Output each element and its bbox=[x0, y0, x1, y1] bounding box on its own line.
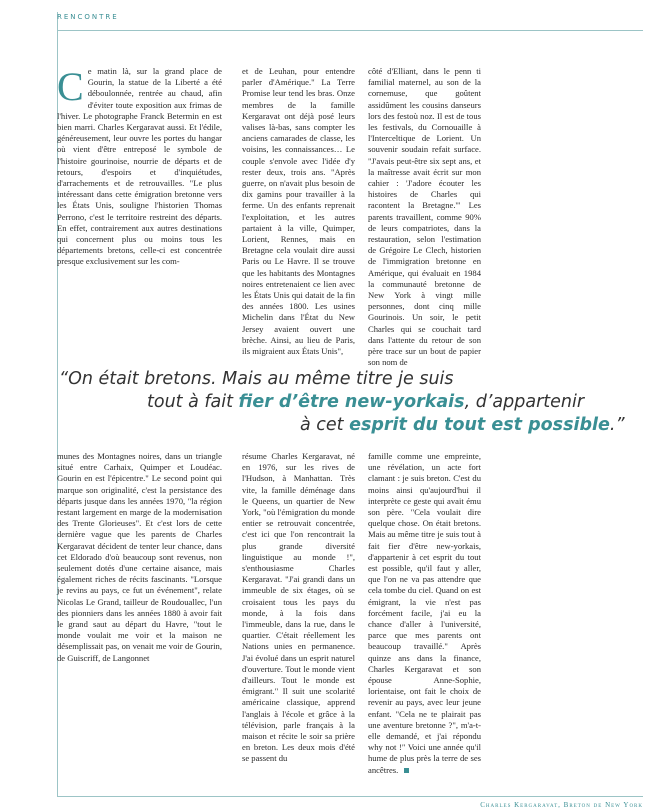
pull-quote-text: , d’appartenir bbox=[464, 392, 585, 412]
drop-cap: C bbox=[57, 64, 84, 109]
pull-quote-text: “On était bretons. Mais au même titre je suis bbox=[59, 369, 454, 389]
pull-quote-text: à cet bbox=[300, 415, 350, 435]
pull-quote-line-3 bbox=[57, 414, 643, 437]
header-rule bbox=[57, 30, 643, 31]
column-5-text: résume Charles Kergaravat, né en 1976, sur les rives de l'Hudson, à Manhattan. Très vite, la famille déménage dans le Queens, un quartier de New York, "où l'émigration du monde entier se retrouvait concentrée, c'est ici que l'on rencontrait la plus grande diversité linguistique au monde !", s'enthousiasme Charles Kergaravat. "J'ai grandi dans un immeuble de six étages, où se croisaient tous les pays du monde, à la fois dans l'immeuble, dans la rue, dans le quartier. C'était réellement les Nations unies en permanence. J'ai évolué dans un esprit naturel d'ouverture. Tout le monde vient d'ailleurs. Tout le monde est émigrant." Il suit une scolarité américaine classique, apprend l'anglais à l'école et grâce à la télévision, parle français à la maison et récite le soir sa prière en breton. Les deux mois d'été se passent du bbox=[242, 451, 355, 764]
pull-quote bbox=[57, 368, 643, 437]
column-1-text: e matin là, sur la grand place de Gourin, la statue de la Liberté a été déboulonnée, rentrée au chaud, afin d'éviter toute exposition aux frimas de l'hiver. Le photographe Franck Betermin en est bien marri. Charles Kergaravat aussi. Et l'édile, généreusement, leur ouvre les portes du hangar où vient d'être entreposé le symbole de l'histoire gourinoise, nourrie de départs et de retours, d'espoirs et d'inquiétudes, d'arrachements et de retrouvailles. "Le plus intéressant dans cette émigration bretonne vers les États Unis, souligne l'historien Thomas Perrono, c'est le territoire restreint des départs. En effet, contrairement aux autres destinations qui concernent plus ou moins tous les départements bretons, celle-ci est concentrée presque exclusivement sur les com- bbox=[57, 66, 222, 267]
column-4-text: munes des Montagnes noires, dans un triangle situé entre Carhaix, Quimper et Loudéac. Gourin en est l'épicentre." Le second point qui marque son originalité, c'est la persistance des départs jusque dans les années 1970, "la région restant largement en marge de la modernisation des Trente Glorieuses". Et c'est lors de cette dernière vague que les parents de Charles Kergaravat décident de tenter leur chance, dans cet Eldorado d'où beaucoup sont revenus, non seulement dotés d'une certaine aisance, mais également riches de récits fascinants. "Lorsque je revins au pays, ce fut un événement", relate Nicolas Le Grand, tailleur de Roudouallec, l'un des pionniers dans les années 1880 à avoir fait le grand saut au départ du Havre, "tout le monde voulait me voir et la maison ne désemplissait pas, on venait me voir de Gourin, de Guiscriff, de Langonnet bbox=[57, 451, 222, 663]
article-column-1 bbox=[57, 66, 222, 356]
pull-quote-highlight: esprit du tout est possible bbox=[349, 415, 610, 435]
article-column-3 bbox=[368, 66, 481, 368]
column-2-text: et de Leuhan, pour entendre parler d'Amérique." La Terre Promise leur tend les bras. Onze membres de la famille Kergaravat ont déjà posé leurs valises là-bas, sans compter les anciens camarades de classe, les voisins, les connaissances… Le couple s'envole avec l'idée d'y rester deux, trois ans. "Après guerre, on n'avait plus besoin de dix gamins pour travailler à la ferme. Un des enfants reprenait l'exploitation, et les autres partaient à la ville, Quimper, Lorient, Rennes, mais en Bretagne cela voulait dire aussi Paris ou Le Havre. Il se trouve que les habitants des Montagnes noires entretenaient ce lien avec les États Unis qui datait de la fin des années 1800. Les usines Michelin dans l'État du New Jersey avaient ouvert une brèche. Ainsi, au lieu de Paris, ils migraient aux États Unis", bbox=[242, 66, 355, 357]
article-column-2 bbox=[242, 66, 355, 356]
column-3-text: côté d'Elliant, dans le penn ti familial maternel, au son de la cornemuse, que goûtent assidûment les cousins danseurs lors des festoù noz. Il est de tous les festivals, du Cornouaille à l'Interceltique de Lorient. Un souvenir soudain refait surface. "J'avais peut-être six sept ans, et la maîtresse avait écrit sur mon cahier : 'J'adore écouter les histoires de Charles qui racontent la Bretagne.'" Les parents travaillent, comme 90% de leurs compatriotes, dans la restauration, selon l'estimation de Grégoire Le Clech, historien de l'immigration bretonne en Amérique, qui évaluait en 1984 la communauté bretonne de New York à vingt mille personnes, dont cinq mille Gourinois. Un soir, le petit Charles qui se couchait tard dans l'attente du retour de son père trace sur un bout de papier son nom de bbox=[368, 66, 481, 368]
end-of-article-mark bbox=[404, 768, 409, 773]
section-label: RENCONTRE bbox=[57, 13, 119, 21]
column-6-text: famille comme une empreinte, une révélation, un acte fort clamant : je suis breton. C'est du moins ainsi qu'aujourd'hui il interprète ce geste qui avait ému son père. "Cela voulait dire quelque chose. On était bretons. Mais au même titre je suis tout à fait fier d'être new-yorkais, d'appartenir à cet esprit du tout est possible, qu'il faut y aller, que l'on ne va pas attendre que cela tombe du ciel. Quand on est émigrant, la vie n'est pas forcément facile, j'ai eu la chance d'aller à l'université, parce que mes parents ont beaucoup travaillé." Après quinze ans dans la finance, Charles Kergaravat et son épouse Anne-Sophie, lorientaise, ont fait le choix de revenir au pays, avec leur jeune enfant. "Cela ne te plairait pas une aventure bretonne ?", m'a-t-elle demandé, et j'ai répondu why not !" Voici une année qu'il hume de plus près la terre de ses ancêtres. bbox=[368, 451, 481, 775]
pull-quote-text: tout à fait bbox=[147, 392, 239, 412]
pull-quote-line-2 bbox=[57, 391, 643, 414]
pull-quote-line-1 bbox=[57, 368, 643, 391]
running-footer: Charles Kergaravat, Breton de New York bbox=[480, 801, 643, 809]
article-column-6 bbox=[368, 451, 481, 788]
footer-rule bbox=[57, 796, 643, 797]
article-column-4 bbox=[57, 451, 222, 788]
article-column-5 bbox=[242, 451, 355, 788]
pull-quote-text: .” bbox=[609, 415, 625, 435]
pull-quote-highlight: fier d’être new-yorkais bbox=[238, 392, 465, 412]
